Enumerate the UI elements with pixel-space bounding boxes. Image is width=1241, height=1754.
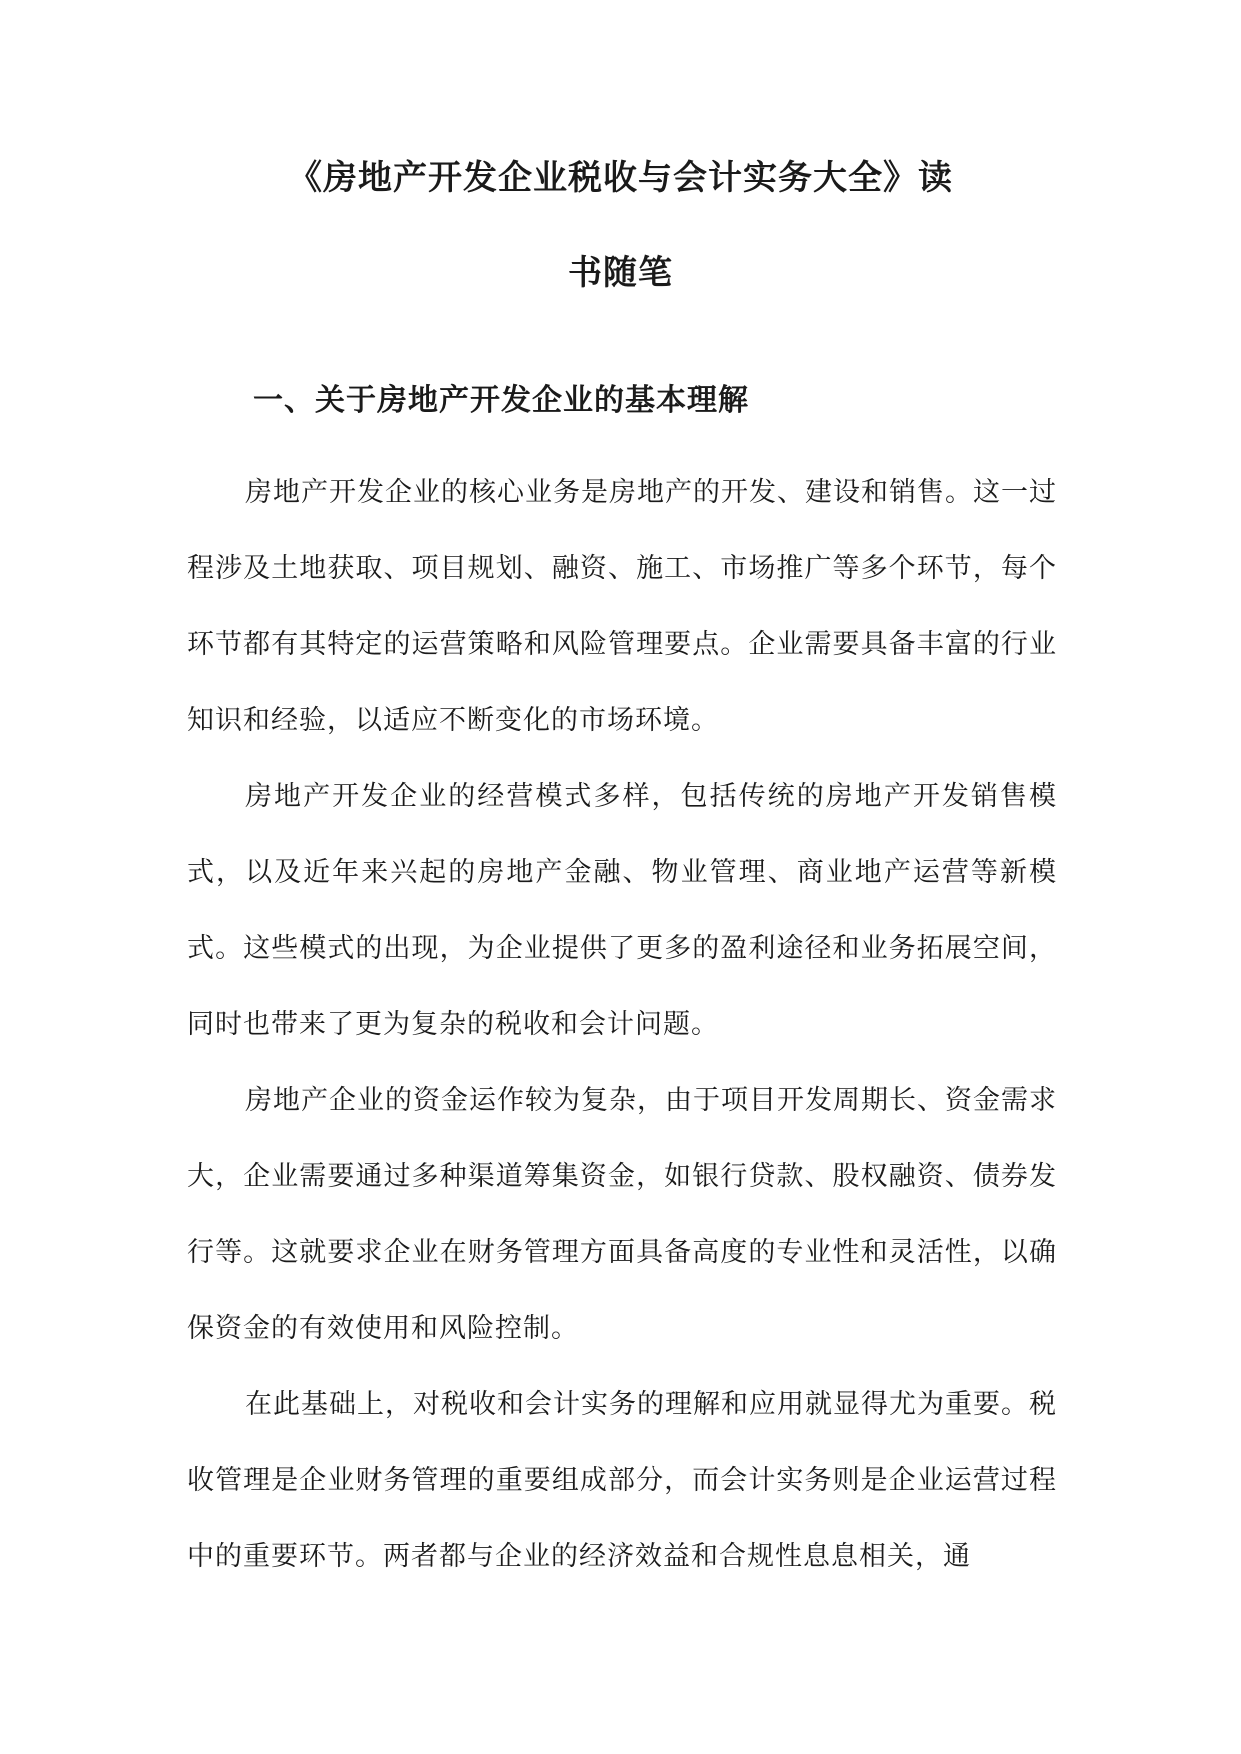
paragraph-3: 房地产企业的资金运作较为复杂，由于项目开发周期长、资金需求大，企业需要通过多种渠道筹集资金，如银行贷款、股权融资、债券发行等。这就要求企业在财务管理方面具备高度的专业性和灵活性，以确保资金的有效使用和风险控制。 <box>187 1085 1057 1344</box>
document-title-line-2: 书随笔 <box>568 253 673 293</box>
section-heading: 一、关于房地产开发企业的基本理解 <box>253 383 749 418</box>
paragraph-4: 在此基础上，对税收和会计实务的理解和应用就显得尤为重要。税收管理是企业财务管理的重要组成部分，而会计实务则是企业运营过程中的重要环节。两者都与企业的经济效益和合规性息息相关，通 <box>187 1389 1057 1572</box>
body-text <box>187 455 1057 1595</box>
paragraph-1: 房地产开发企业的核心业务是房地产的开发、建设和销售。这一过程涉及土地获取、项目规划、融资、施工、市场推广等多个环节，每个环节都有其特定的运营策略和风险管理要点。企业需要具备丰富的行业知识和经验，以适应不断变化的市场环境。 <box>187 477 1057 736</box>
paragraph-2: 房地产开发企业的经营模式多样，包括传统的房地产开发销售模式，以及近年来兴起的房地产金融、物业管理、商业地产运营等新模式。这些模式的出现，为企业提供了更多的盈利途径和业务拓展空间，同时也带来了更为复杂的税收和会计问题。 <box>187 781 1057 1040</box>
document-title-line-1: 《房地产开发企业税收与会计实务大全》读 <box>288 158 953 198</box>
